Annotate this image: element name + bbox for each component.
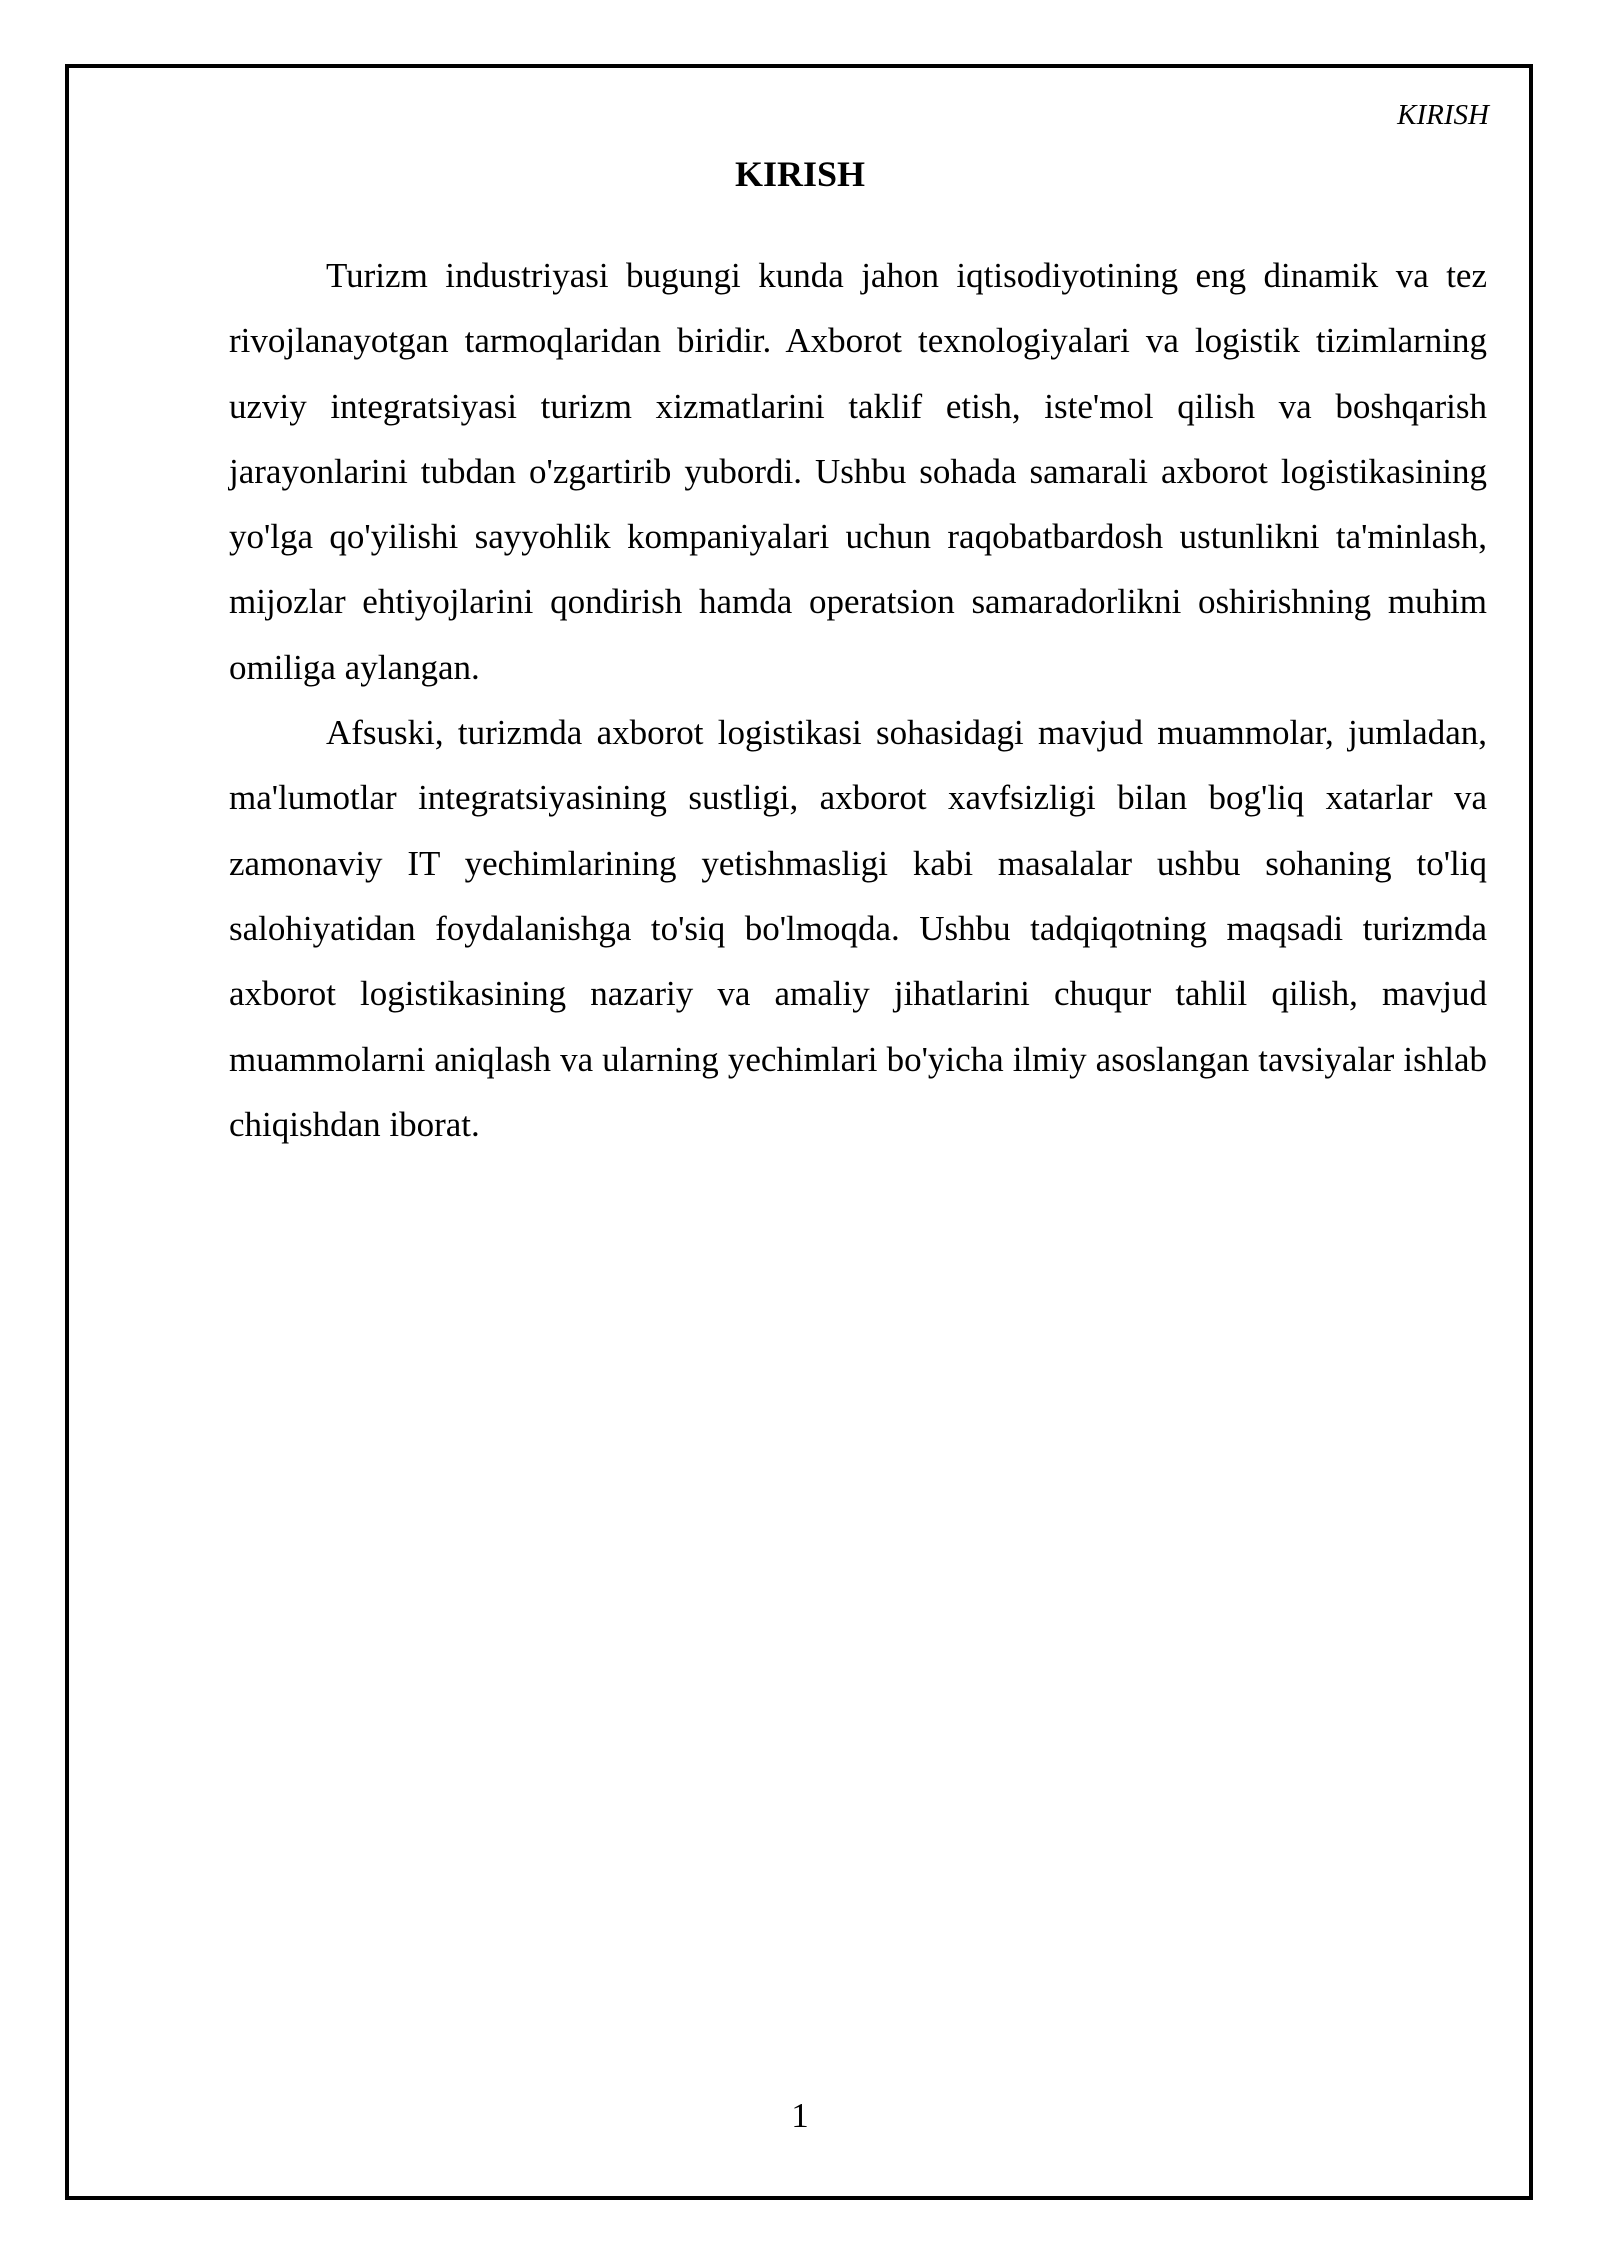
- page-number: 1: [791, 2096, 809, 2135]
- page-title: KIRISH: [734, 154, 866, 194]
- body-text: [229, 243, 1487, 1157]
- paragraph-intro: Turizm industriyasi bugungi kunda jahon iqtisodiyotining eng dinamik va tez rivojlanayotgan tarmoqlaridan biridir. Axborot texnologiyalari va logistik tizimlarning uzviy integratsiyasi turizm xizmatlarini taklif etish, iste'mol qilish va boshqarish jarayonlarini tubdan o'zgartirib yubordi. Ushbu sohada samarali axborot logistikasining yo'lga qo'yilishi sayyohlik kompaniyalari uchun raqobatbardosh ustunlikni ta'minlash, mijozlar ehtiyojlarini qondirish hamda operatsion samaradorlikni oshirishning muhim omiliga aylangan.: [229, 256, 1487, 687]
- paragraph-problems: Afsuski, turizmda axborot logistikasi sohasidagi mavjud muammolar, jumladan, ma'lumotlar integratsiyasining sustligi, axborot xavfsizligi bilan bog'liq xatarlar va zamonaviy IT yechimlarining yetishmasligi kabi masalalar ushbu sohaning to'liq salohiyatidan foydalanishga to'siq bo'lmoqda. Ushbu tadqiqotning maqsadi turizmda axborot logistikasining nazariy va amaliy jihatlarini chuqur tahlil qilish, mavjud muammolarni aniqlash va ularning yechimlari bo'yicha ilmiy asoslangan tavsiyalar ishlab chiqishdan iborat.: [229, 713, 1487, 1144]
- running-header: KIRISH: [1397, 99, 1489, 131]
